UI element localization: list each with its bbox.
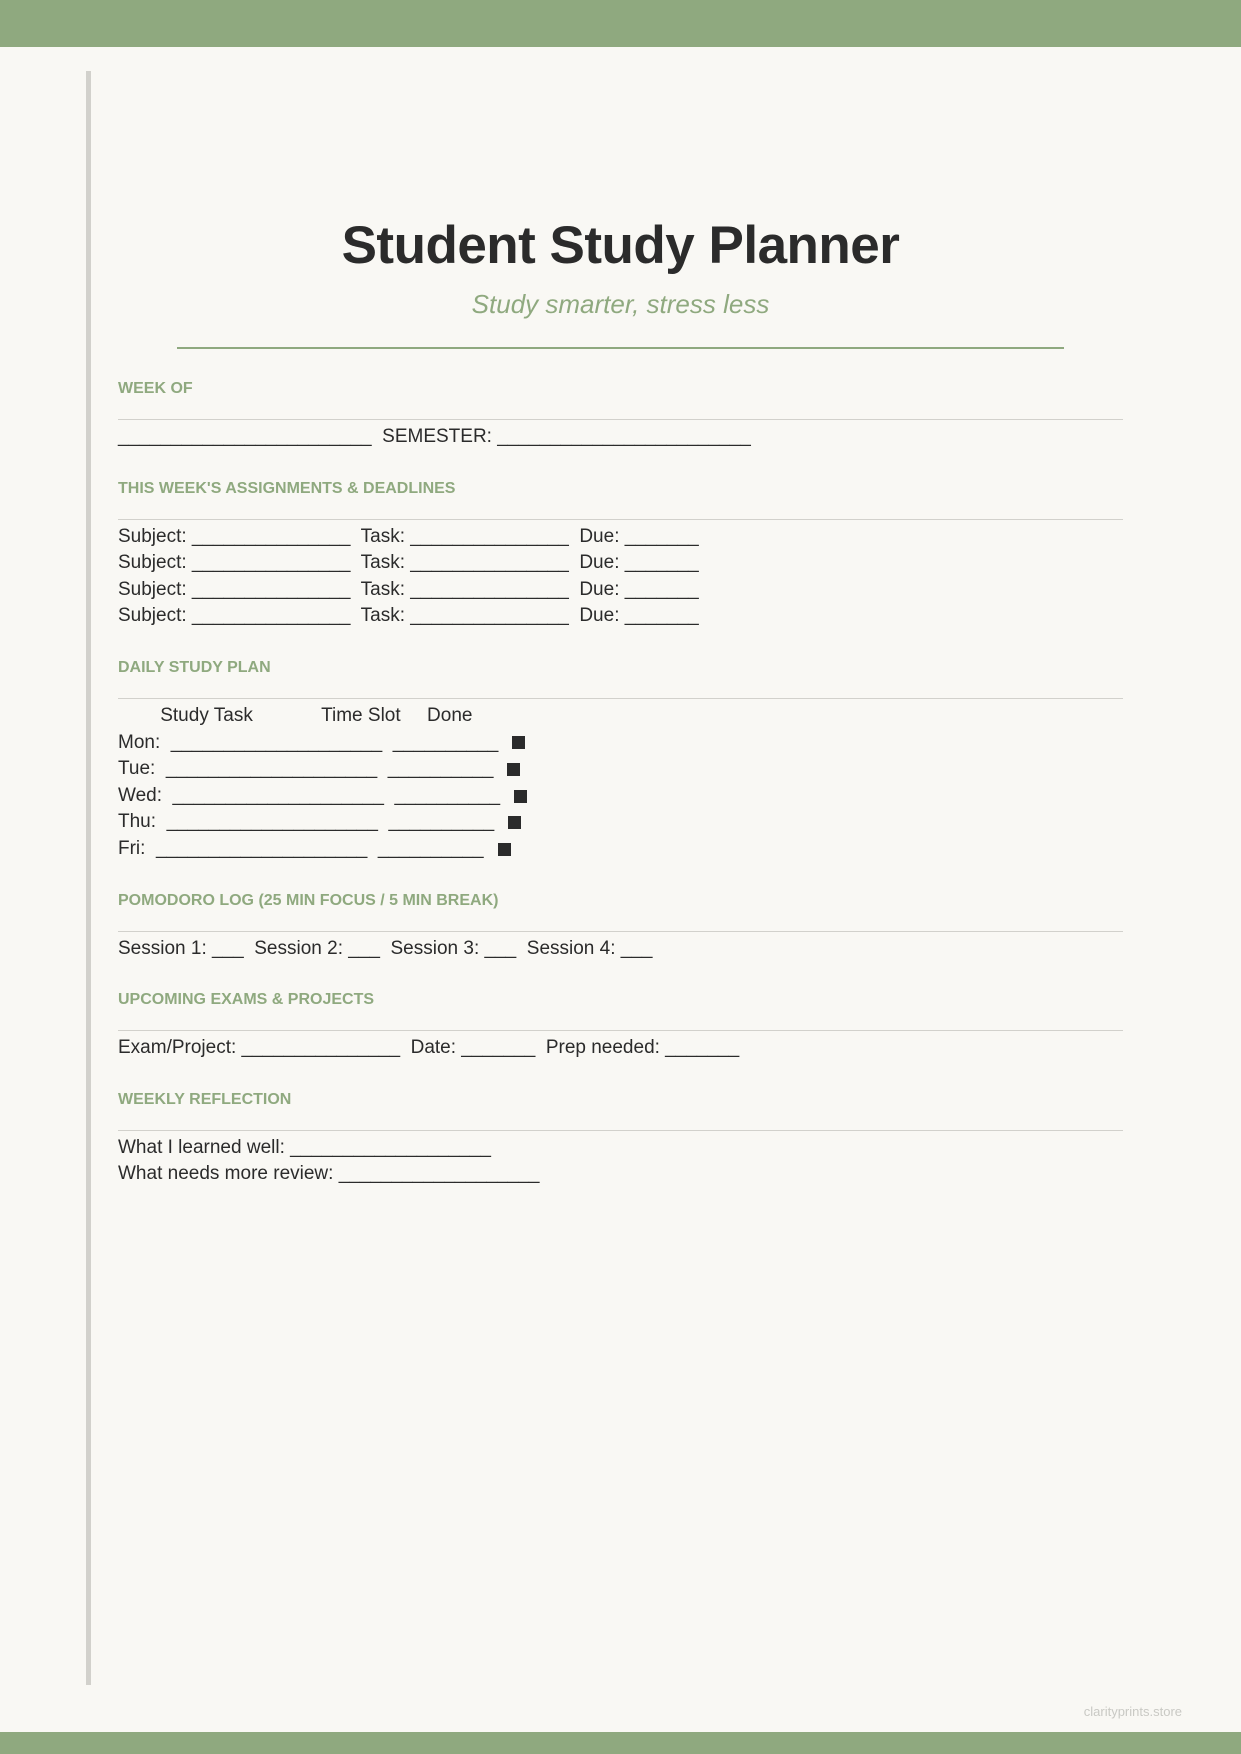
section-exams <box>118 988 1123 1062</box>
section-heading: POMODORO LOG (25 MIN FOCUS / 5 MIN BREAK) <box>118 889 1123 932</box>
day-entry-field[interactable]: Thu: ____________________ __________ <box>118 811 495 833</box>
section-reflection <box>118 1088 1123 1188</box>
section-pomodoro <box>118 889 1123 963</box>
day-entry-field[interactable]: Fri: ____________________ __________ <box>118 837 484 859</box>
assignment-row[interactable]: Subject: _______________ Task: _______________ Due: _______ <box>118 525 699 547</box>
section-heading: THIS WEEK'S ASSIGNMENTS & DEADLINES <box>118 477 1123 520</box>
assignment-row[interactable]: Subject: _______________ Task: _______________ Due: _______ <box>118 578 699 600</box>
bottom-color-band <box>0 1732 1241 1754</box>
reflection-review-field[interactable]: What needs more review: ___________________ <box>118 1163 540 1185</box>
day-entry-field[interactable]: Tue: ____________________ __________ <box>118 758 494 780</box>
daily-plan-row-tue <box>118 756 1123 783</box>
done-checkbox[interactable] <box>507 763 520 776</box>
section-heading: WEEKLY REFLECTION <box>118 1088 1123 1131</box>
done-checkbox[interactable] <box>508 816 521 829</box>
planner-content <box>118 377 1123 1214</box>
done-checkbox[interactable] <box>512 736 525 749</box>
exam-project-field[interactable]: Exam/Project: _______________ Date: _______ Prep needed: _______ <box>118 1037 740 1059</box>
assignment-row[interactable]: Subject: _______________ Task: _______________ Due: _______ <box>118 605 699 627</box>
done-checkbox[interactable] <box>514 790 527 803</box>
day-entry-field[interactable]: Wed: ____________________ __________ <box>118 784 501 806</box>
footer-url: clarityprints.store <box>1083 1704 1182 1719</box>
section-assignments <box>118 477 1123 630</box>
section-week-of <box>118 377 1123 451</box>
daily-plan-row-mon <box>118 730 1123 757</box>
section-heading: DAILY STUDY PLAN <box>118 656 1123 699</box>
pomodoro-sessions-field[interactable]: Session 1: ___ Session 2: ___ Session 3: ___ Session 4: ___ <box>118 937 653 959</box>
assignment-row[interactable]: Subject: _______________ Task: _______________ Due: _______ <box>118 552 699 574</box>
daily-plan-row-wed <box>118 783 1123 810</box>
section-daily-plan <box>118 656 1123 863</box>
top-color-band <box>0 0 1241 47</box>
reflection-learned-field[interactable]: What I learned well: ___________________ <box>118 1136 491 1158</box>
section-heading: WEEK OF <box>118 377 1123 420</box>
week-semester-field[interactable]: ________________________ SEMESTER: ________________________ <box>118 426 751 447</box>
daily-plan-column-headers: Study Task Time Slot Done <box>118 704 473 726</box>
page-title: Student Study Planner <box>341 216 900 275</box>
done-checkbox[interactable] <box>498 843 511 856</box>
daily-plan-row-fri <box>118 836 1123 863</box>
daily-plan-row-thu <box>118 809 1123 836</box>
page-subtitle: Study smarter, stress less <box>471 289 770 319</box>
section-heading: UPCOMING EXAMS & PROJECTS <box>118 988 1123 1031</box>
title-divider <box>177 347 1064 349</box>
day-entry-field[interactable]: Mon: ____________________ __________ <box>118 731 499 753</box>
